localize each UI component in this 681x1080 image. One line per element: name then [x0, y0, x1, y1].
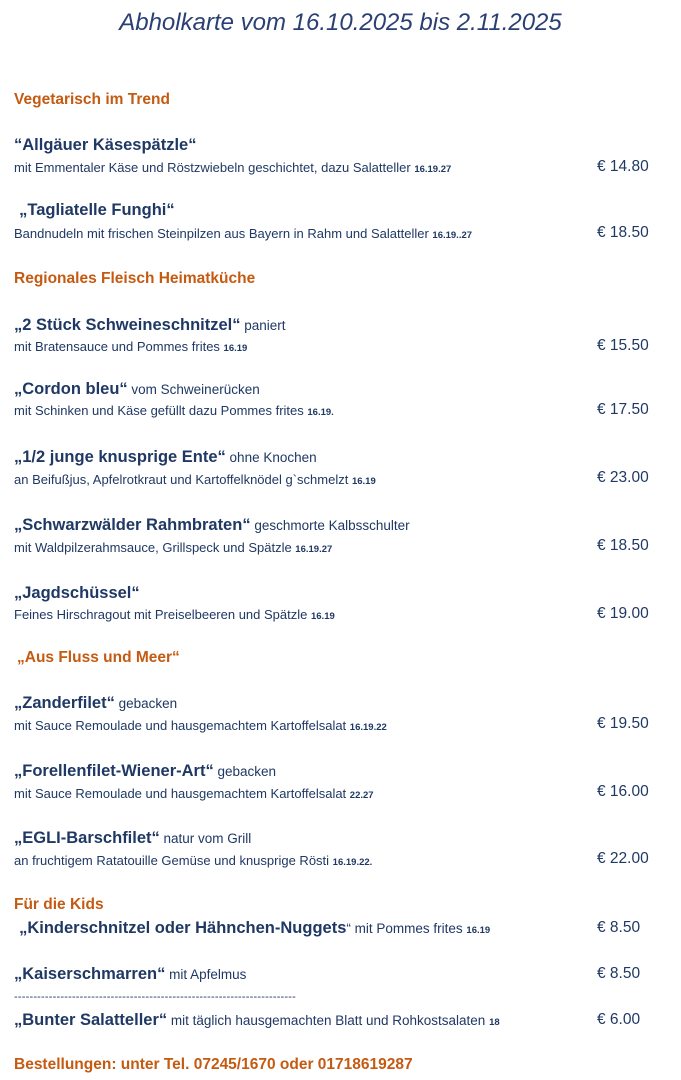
dish-desc-text: an fruchtigem Ratatouille Gemüse und knusprige Rösti: [14, 853, 333, 868]
dish-title-zanderfilet: [14, 692, 177, 715]
dish-description-zanderfilet: [14, 717, 387, 737]
price-egli: € 22.00: [597, 850, 649, 867]
dish-desc-text: mit Emmentaler Käse und Röstzwiebeln geschichtet, dazu Salatteller: [14, 160, 415, 175]
price-zanderfilet: € 19.50: [597, 715, 649, 732]
page-title: Abholkarte vom 16.10.2025 bis 2.11.2025: [119, 9, 562, 36]
section-heading-regionales: Regionales Fleisch Heimatküche: [14, 270, 256, 287]
dish-title-cordon: [14, 378, 260, 401]
section-heading-kids: Für die Kids: [14, 896, 104, 913]
dish-description-schweineschnitzel: [14, 338, 247, 358]
allergen-code: 16.19.27: [295, 544, 333, 555]
dish-title-tagliatelle: [14, 199, 175, 221]
dish-desc-text: Bandnudeln mit frischen Steinpilzen aus Bayern in Rahm und Salatteller: [14, 226, 433, 241]
price-kinderschnitzel: € 8.50: [597, 919, 641, 936]
dish-name: „Kinderschnitzel oder Hähnchen-Nuggets: [19, 919, 347, 937]
dish-note: mit täglich hausgemachten Blatt und Rohkostsalaten: [167, 1013, 490, 1028]
price-cordon: € 17.50: [597, 401, 649, 418]
dish-name: „EGLI-Barschfilet“: [14, 829, 160, 847]
dish-title-ente: [14, 446, 317, 469]
dish-name: „Kaiserschmarren“: [14, 965, 166, 983]
dish-title-rahmbraten: [14, 514, 410, 537]
dish-desc-text: Feines Hirschragout mit Preiselbeeren und Spätzle: [14, 607, 311, 622]
allergen-code: 16.19.: [307, 407, 334, 418]
dish-desc-text: mit Sauce Remoulade und hausgemachtem Kartoffelsalat: [14, 786, 350, 801]
dish-desc-text: mit Schinken und Käse gefüllt dazu Pommes frites: [14, 403, 308, 418]
dish-title-kaesespaetzle: [14, 134, 196, 156]
dish-title-schweineschnitzel: [14, 314, 286, 337]
dish-name: „Cordon bleu“: [14, 380, 128, 398]
separator-line: -------------------------------------------------------------------------: [14, 991, 297, 1003]
allergen-code: 16.19: [310, 611, 335, 622]
dish-name: „2 Stück Schweineschnitzel“: [14, 316, 241, 334]
dish-title-forellenfilet: [14, 760, 276, 783]
dish-name: „Tagliatelle Funghi“: [19, 201, 175, 219]
allergen-code: 16.19..27: [432, 230, 473, 241]
dish-name: “Allgäuer Käsespätzle“: [14, 136, 197, 154]
dish-desc-text: mit Bratensauce und Pommes frites: [14, 339, 224, 354]
dish-note: “ mit Pommes frites: [346, 921, 467, 936]
section-heading-vegetarisch: Vegetarisch im Trend: [14, 91, 170, 108]
allergen-code: 16.19: [466, 925, 491, 936]
dish-note: gebacken: [114, 696, 178, 711]
dish-title-salatteller: [14, 1009, 500, 1034]
dish-name: „Bunter Salatteller“: [14, 1011, 168, 1029]
dish-title-kaiserschmarren: [14, 963, 246, 986]
allergen-code: 16.19.22.: [332, 857, 373, 868]
price-kaesespaetzle: € 14.80: [597, 158, 649, 175]
dish-note: vom Schweinerücken: [127, 382, 260, 397]
dish-title-kinderschnitzel: [14, 917, 490, 942]
allergen-code: 16.19.27: [414, 164, 452, 175]
dish-note: geschmorte Kalbsschulter: [250, 518, 410, 533]
dish-description-cordon: [14, 402, 334, 422]
price-tagliatelle: € 18.50: [597, 224, 649, 241]
dish-description-kaesespaetzle: [14, 159, 451, 179]
price-ente: € 23.00: [597, 469, 649, 486]
dish-title-egli: [14, 827, 251, 850]
price-salatteller: € 6.00: [597, 1011, 641, 1028]
order-phone-footer: Bestellungen: unter Tel. 07245/1670 oder 01718619287: [14, 1056, 413, 1073]
dish-name: „Zanderfilet“: [14, 694, 115, 712]
dish-name: „Jagdschüssel“: [14, 584, 140, 602]
dish-note: ohne Knochen: [225, 450, 317, 465]
dish-desc-text: mit Waldpilzerahmsauce, Grillspeck und Spätzle: [14, 540, 296, 555]
price-kaiserschmarren: € 8.50: [597, 965, 641, 982]
dish-note: paniert: [240, 318, 286, 333]
dish-desc-text: mit Sauce Remoulade und hausgemachtem Kartoffelsalat: [14, 718, 350, 733]
dish-description-egli: [14, 852, 372, 872]
dish-name: „Schwarzwälder Rahmbraten“: [14, 516, 251, 534]
dish-description-forellenfilet: [14, 785, 374, 805]
dish-title-jagdschuessel: [14, 582, 140, 604]
dish-description-rahmbraten: [14, 539, 332, 559]
allergen-code: 22.27: [349, 790, 374, 801]
price-schweineschnitzel: € 15.50: [597, 337, 649, 354]
dish-name: „1/2 junge knusprige Ente“: [14, 448, 226, 466]
dish-note: gebacken: [213, 764, 277, 779]
section-heading-fluss: „Aus Fluss und Meer“: [17, 649, 180, 666]
dish-note: natur vom Grill: [159, 831, 252, 846]
allergen-code: 16.19: [223, 343, 248, 354]
dish-desc-text: an Beifußjus, Apfelrotkraut und Kartoffelknödel g`schmelzt: [14, 472, 352, 487]
dish-note: mit Apfelmus: [165, 967, 247, 982]
allergen-code: 16.19: [351, 476, 376, 487]
dish-description-jagdschuessel: [14, 606, 335, 626]
allergen-code: 16.19.22: [349, 722, 387, 733]
price-jagdschuessel: € 19.00: [597, 605, 649, 622]
price-forellenfilet: € 16.00: [597, 783, 649, 800]
dish-description-tagliatelle: [14, 225, 472, 245]
allergen-code: 18: [489, 1017, 500, 1028]
dish-description-ente: [14, 471, 376, 491]
price-rahmbraten: € 18.50: [597, 537, 649, 554]
dish-name: „Forellenfilet-Wiener-Art“: [14, 762, 214, 780]
